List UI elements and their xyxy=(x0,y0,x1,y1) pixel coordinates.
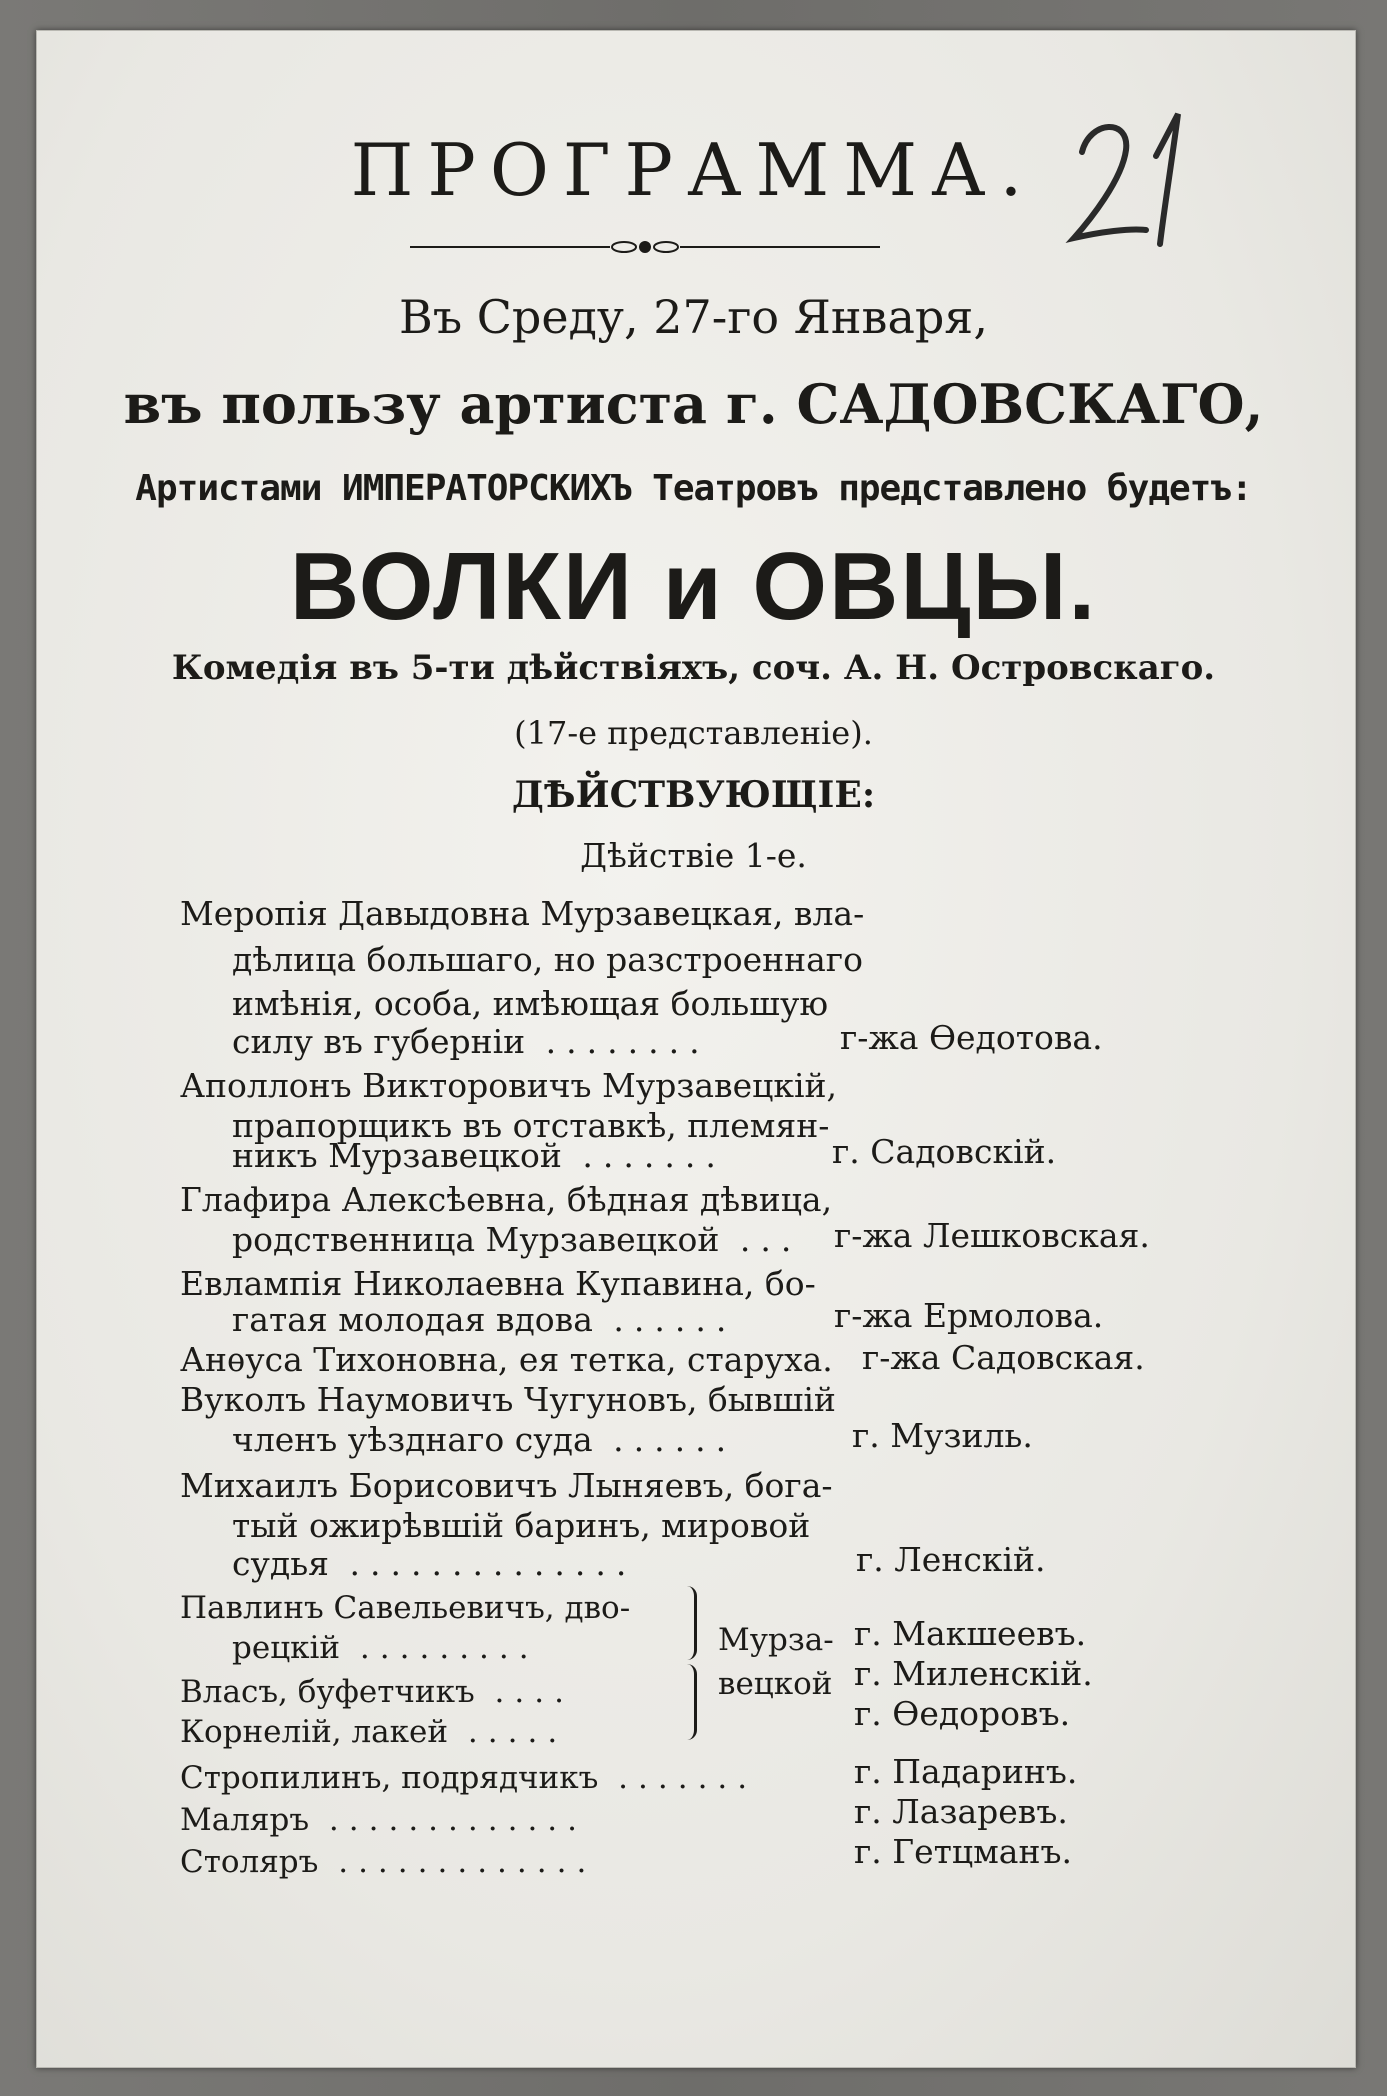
leader-dots: ......... xyxy=(340,1630,539,1666)
cast-role-line: Вуколъ Наумовичъ Чугуновъ, бывшій xyxy=(180,1380,836,1419)
cast-role-text: гатая молодая вдова xyxy=(232,1300,593,1339)
extra-actor: г. Падаринъ. xyxy=(854,1752,1078,1791)
cast-role-line: Анѳуса Тихоновна, ея тетка, старуха. xyxy=(180,1340,833,1379)
extra-role-text: Маляръ xyxy=(180,1802,310,1838)
cast-actor: г-жа Ѳедотова. xyxy=(840,1018,1103,1057)
cast-actor: г. Садовскій. xyxy=(832,1132,1057,1171)
cast-role-text: родственница Мурзавецкой xyxy=(232,1220,720,1259)
servant-role-text: рецкій xyxy=(232,1630,341,1666)
servant-role-text: Корнелій, лакей xyxy=(180,1714,449,1750)
servant-role-text: Власъ, буфетчикъ xyxy=(180,1674,475,1710)
benefit-line: въ пользу артиста г. САДОВСКАГО, xyxy=(123,372,1264,436)
extra-role-line xyxy=(180,1758,757,1798)
cast-actor: г-жа Садовская. xyxy=(862,1338,1145,1377)
leader-dots: ... xyxy=(719,1220,802,1259)
cast-role-line xyxy=(232,1022,710,1062)
cast-role-line xyxy=(232,1544,636,1584)
extra-actor: г. Гетцманъ. xyxy=(854,1832,1072,1871)
cast-role-line: Меропія Давыдовна Мурзавецкая, вла- xyxy=(180,894,865,933)
cast-role-line: тый ожирѣвшій баринъ, мировой xyxy=(232,1506,811,1545)
group-brace-top xyxy=(676,1586,697,1660)
performance-line: (17-е представленіе). xyxy=(514,714,873,752)
leader-dots: ............. xyxy=(309,1802,588,1838)
cast-role-line: имѣнія, особа, имѣющая большую xyxy=(232,984,829,1023)
leader-dots: ....... xyxy=(561,1136,726,1175)
cast-heading: ДѢЙСТВУЮЩІЕ: xyxy=(511,774,876,816)
leader-dots: ............. xyxy=(318,1844,597,1880)
leader-dots: .............. xyxy=(329,1544,637,1583)
cast-role-line: Евлампія Николаевна Купавина, бо- xyxy=(180,1264,816,1303)
extra-role-line xyxy=(180,1800,587,1840)
extra-role-text: Стропилинъ, подрядчикъ xyxy=(180,1760,599,1796)
play-title: ВОЛКИ и ОВЦЫ. xyxy=(289,533,1098,640)
date-line: Въ Среду, 27-го Января, xyxy=(399,290,988,344)
servant-actor: г. Миленскій. xyxy=(854,1654,1093,1693)
cast-role-text: никъ Мурзавецкой xyxy=(232,1136,562,1175)
program-heading: ПРОГРАММА. xyxy=(350,128,1037,212)
cast-role-line xyxy=(232,1220,801,1260)
cast-role-line: Глафира Алексѣевна, бѣдная дѣвица, xyxy=(180,1180,833,1219)
servant-role-line xyxy=(180,1672,574,1712)
group-brace-bottom xyxy=(676,1664,697,1740)
servant-actor: г. Макшеевъ. xyxy=(854,1614,1087,1653)
act-heading: Дѣйствіе 1-е. xyxy=(580,836,807,875)
cast-role-text: судья xyxy=(232,1544,330,1583)
leader-dots: .... xyxy=(474,1674,574,1710)
extra-role-text: Столяръ xyxy=(180,1844,319,1880)
cast-role-line xyxy=(232,1300,736,1340)
leader-dots: ....... xyxy=(598,1760,758,1796)
cast-role-text: силу въ губерніи xyxy=(232,1022,526,1061)
servants-group-label: Мурза- вецкой xyxy=(718,1622,834,1702)
cast-role-line: прапорщикъ въ отставкѣ, племян- xyxy=(232,1106,830,1145)
servant-role-line xyxy=(232,1628,539,1668)
leader-dots: ........ xyxy=(525,1022,710,1061)
leader-dots: ...... xyxy=(592,1300,737,1339)
extra-role-line xyxy=(180,1842,596,1882)
cast-role-text: членъ уѣзднаго суда xyxy=(232,1420,593,1459)
cast-role-line xyxy=(232,1136,726,1176)
extra-actor: г. Лазаревъ. xyxy=(854,1792,1068,1831)
genre-line: Комедія въ 5-ти дѣйствіяхъ, соч. А. Н. Островскаго. xyxy=(171,648,1216,688)
cast-actor: г. Ленскій. xyxy=(856,1540,1046,1579)
cast-actor: г-жа Лешковская. xyxy=(834,1216,1150,1255)
servant-role-line xyxy=(180,1712,567,1752)
leader-dots: ..... xyxy=(448,1714,568,1750)
cast-actor: г-жа Ермолова. xyxy=(834,1296,1104,1335)
cast-role-line: дѣлица большаго, но разстроеннаго xyxy=(232,940,863,979)
cast-role-line xyxy=(232,1420,736,1460)
troupe-line: Артистами ИМПЕРАТОРСКИХЪ Театровъ представлено будетъ: xyxy=(135,468,1252,509)
leader-dots: ...... xyxy=(592,1420,737,1459)
cast-role-line: Аполлонъ Викторовичъ Мурзавецкій, xyxy=(180,1066,837,1105)
cast-actor: г. Музиль. xyxy=(852,1416,1033,1455)
divider-ornament xyxy=(410,236,880,258)
servant-role-line: Павлинъ Савельевичъ, дво- xyxy=(180,1590,631,1626)
servant-actor: г. Ѳедоровъ. xyxy=(854,1694,1071,1733)
cast-role-line: Михаилъ Борисовичъ Лыняевъ, бога- xyxy=(180,1466,833,1505)
